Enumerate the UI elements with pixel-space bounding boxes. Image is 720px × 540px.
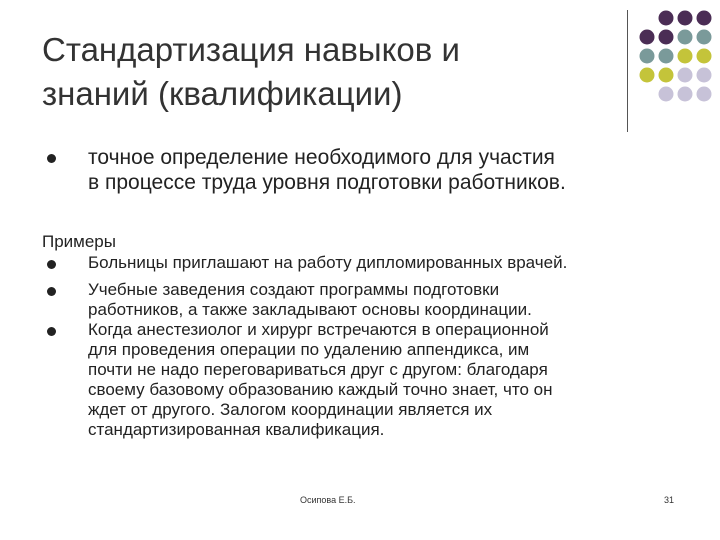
decorative-dot (697, 49, 712, 64)
decorative-dot (659, 30, 674, 45)
decorative-divider (627, 10, 628, 132)
footer-author: Осипова Е.Б. (300, 495, 356, 505)
main-point-line-2: в процессе труда уровня подготовки работников. (88, 171, 566, 194)
bullet-icon (47, 260, 56, 269)
decorative-dot (697, 68, 712, 83)
example-2-line-2: работников, а также закладывают основы координации. (88, 300, 532, 319)
example-2-line-1: Учебные заведения создают программы подготовки (88, 280, 500, 299)
bullet-icon (47, 154, 56, 163)
decorative-dot (678, 87, 693, 102)
examples-heading: Примеры (42, 232, 116, 251)
decorative-dot (659, 11, 674, 26)
title-line-1: Стандартизация навыков и (42, 31, 460, 68)
footer-page-number: 31 (664, 495, 675, 505)
slide-title (42, 28, 562, 116)
example-1-line-1: Больницы приглашают на работу дипломированных врачей. (88, 253, 568, 272)
decorative-dot (697, 11, 712, 26)
decorative-dot-grid (638, 10, 713, 105)
example-item-3 (88, 320, 688, 440)
bullet-icon (47, 327, 56, 336)
decorative-dot (678, 11, 693, 26)
decorative-dot (697, 87, 712, 102)
decorative-dot (659, 68, 674, 83)
decorative-dot (640, 30, 655, 45)
example-3-line-2: для проведения операции по удалению аппендикса, им (88, 340, 530, 359)
decorative-dot (640, 68, 655, 83)
example-3-line-3: почти не надо переговариваться друг с другом: благодаря (88, 360, 548, 379)
example-item-2 (88, 280, 688, 320)
bullet-icon (47, 287, 56, 296)
example-3-line-5: ждет от другого. Залогом координации является их (88, 400, 493, 419)
decorative-dot (678, 30, 693, 45)
decorative-dot (640, 49, 655, 64)
decorative-dot (659, 87, 674, 102)
example-3-line-1: Когда анестезиолог и хирург встречаются в операционной (88, 320, 549, 339)
decorative-dot (697, 30, 712, 45)
main-point (88, 145, 688, 195)
main-point-line-1: точное определение необходимого для участия (88, 146, 555, 169)
title-line-2: знаний (квалификации) (42, 75, 403, 112)
example-3-line-6: стандартизированная квалификация. (88, 420, 385, 439)
decorative-dot (659, 49, 674, 64)
example-3-line-4: своему базовому образованию каждый точно знает, что он (88, 380, 553, 399)
decorative-dot (678, 49, 693, 64)
decorative-dot (678, 68, 693, 83)
example-item-1 (88, 253, 688, 273)
